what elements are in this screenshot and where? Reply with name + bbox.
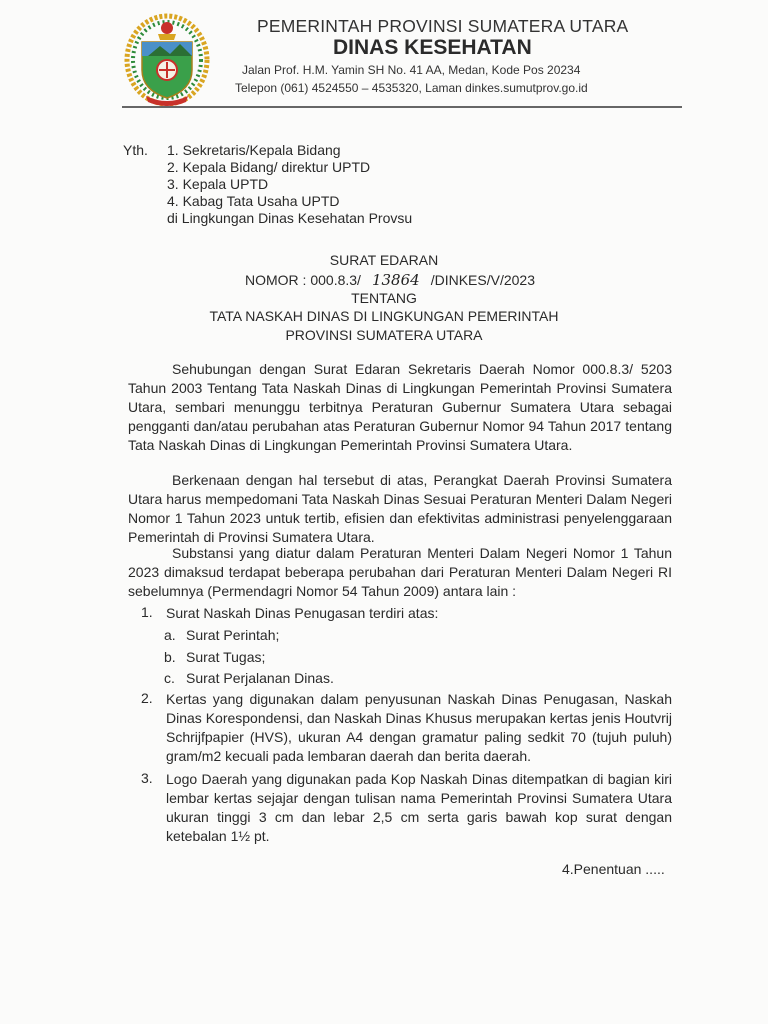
addressee-location: di Lingkungan Dinas Kesehatan Provsu <box>167 210 413 226</box>
tentang-label: TENTANG <box>351 290 417 306</box>
sublist-letter: b. <box>164 649 176 665</box>
list-item-number: 3. <box>141 770 153 786</box>
addressee-item: 1. Sekretaris/Kepala Bidang <box>167 142 341 158</box>
list-item-number: 2. <box>141 690 153 706</box>
letter-type: SURAT EDARAN <box>329 252 439 268</box>
letter-number-suffix: /DINKES/V/2023 <box>430 272 535 288</box>
list-item-text: Kertas yang digunakan dalam penyusunan Naskah Dinas Penugasan, Naskah Dinas Korespondensi, dan Naskah Dinas Khusus merupakan kertas jenis Houtvrij Schrijfpapier (HVS), ukuran A4 dengan gramatur paling sedkit 70 (tujuh puluh) gram/m2 kecuali pada lembaran daerah dan berita daerah. <box>166 691 672 764</box>
agency-contact: Telepon (061) 4524550 – 4535320, Laman dinkes.sumutprov.go.id <box>235 81 588 95</box>
government-name: PEMERINTAH PROVINSI SUMATERA UTARA <box>257 16 629 36</box>
letterhead-divider <box>122 106 682 108</box>
sublist-text: Surat Tugas; <box>186 649 266 665</box>
letter-number-prefix: NOMOR : 000.8.3/ <box>245 272 361 288</box>
letter-number <box>245 271 535 289</box>
list-item-text: Logo Daerah yang digunakan pada Kop Naskah Dinas ditempatkan di bagian kiri lembar kertas sejajar dengan tulisan nama Pemerintah Provinsi Sumatera Utara ukuran tinggi 3 cm dan lebar 2,5 cm serta garis bawah kop surat dengan ketebalan 1½ pt. <box>166 771 672 844</box>
handwritten-number: 13864 <box>371 271 420 289</box>
province-emblem-logo <box>124 12 210 108</box>
addressee-list <box>167 142 412 227</box>
sublist-text: Surat Perintah; <box>186 627 280 643</box>
addressee-item: 2. Kepala Bidang/ direktur UPTD <box>167 159 371 175</box>
list-item-text: Surat Naskah Dinas Penugasan terdiri atas: <box>166 605 439 621</box>
agency-address: Jalan Prof. H.M. Yamin SH No. 41 AA, Medan, Kode Pos 20234 <box>242 63 581 77</box>
list-item-number: 1. <box>141 604 153 620</box>
body-paragraph-3: Substansi yang diatur dalam Peraturan Menteri Dalam Negeri Nomor 1 Tahun 2023 dimaksud terdapat beberapa perubahan dari Peraturan Menteri Dalam Negeri RI sebelumnya (Permendagri Nomor 54 Tahun 2009) antara lain : <box>128 545 672 599</box>
agency-name: DINAS KESEHATAN <box>333 36 532 59</box>
page-continuation: 4.Penentuan ..... <box>562 861 665 877</box>
sublist-letter: c. <box>164 670 175 686</box>
body-paragraph-1: Sehubungan dengan Surat Edaran Sekretaris Daerah Nomor 000.8.3/ 5203 Tahun 2003 Tentang Tata Naskah Dinas di Lingkungan Pemerintah Provinsi Sumatera Utara, sembari menunggu terbitnya Peraturan Gubernur Sumatera Utara sebagai pengganti dan/atau perubahan atas Peraturan Gubernur Nomor 94 Tahun 2017 tentang Tata Naskah Dinas di Lingkungan Pemerintah Provinsi Sumatera Utara. <box>128 361 672 453</box>
sublist-letter: a. <box>164 627 176 643</box>
subject-line-1: TATA NASKAH DINAS DI LINGKUNGAN PEMERINTAH <box>209 308 559 324</box>
addressee-label: Yth. <box>123 142 148 158</box>
body-paragraph-2: Berkenaan dengan hal tersebut di atas, Perangkat Daerah Provinsi Sumatera Utara harus mempedomani Tata Naskah Dinas Sesuai Peraturan Menteri Dalam Negeri Nomor 1 Tahun 2023 untuk tertib, efisien dan efektivitas administrasi penyelenggaraan Pemerintah di Provinsi Sumatera Utara. <box>128 472 672 545</box>
subject-line-2: PROVINSI SUMATERA UTARA <box>285 327 483 343</box>
addressee-item: 3. Kepala UPTD <box>167 176 269 192</box>
addressee-item: 4. Kabag Tata Usaha UPTD <box>167 193 340 209</box>
sublist-text: Surat Perjalanan Dinas. <box>186 670 334 686</box>
